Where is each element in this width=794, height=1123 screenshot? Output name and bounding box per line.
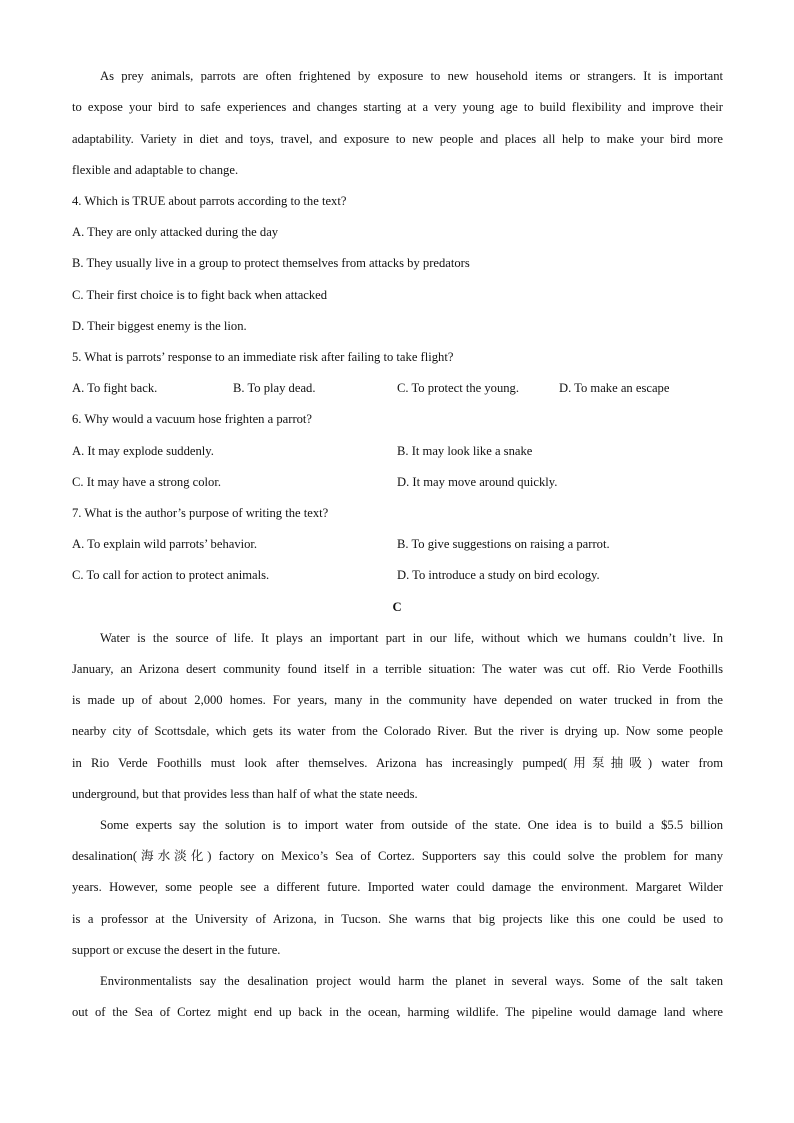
passage-b-line-2: to expose your bird to safe experiences and changes starting at a very young age to build flexibility and improve their: [72, 100, 723, 114]
question-5-option-b: B. To play dead.: [233, 381, 316, 395]
question-5-option-d: D. To make an escape: [559, 381, 670, 395]
question-4-option-a: A. They are only attacked during the day: [72, 225, 279, 239]
section-c-p2-line-1: Some experts say the solution is to import water from outside of the state. One idea is to build a $5.5 billion: [100, 818, 723, 832]
section-c-p2-line-5: support or excuse the desert in the future.: [72, 943, 281, 957]
question-4-option-c: C. Their first choice is to fight back when attacked: [72, 288, 328, 302]
question-6-stem: 6. Why would a vacuum hose frighten a parrot?: [72, 412, 313, 426]
section-c-p3-line-2: out of the Sea of Cortez might end up back in the ocean, harming wildlife. The pipeline would damage land where: [72, 1005, 723, 1019]
question-4-option-d: D. Their biggest enemy is the lion.: [72, 319, 247, 333]
question-7-option-a: A. To explain wild parrots’ behavior.: [72, 537, 258, 551]
question-7-option-d: D. To introduce a study on bird ecology.: [397, 568, 600, 582]
passage-b-line-4: flexible and adaptable to change.: [72, 163, 239, 177]
section-c-heading: C: [392, 600, 402, 614]
passage-b-line-1: As prey animals, parrots are often frightened by exposure to new household items or strangers. It is important: [100, 69, 723, 83]
section-c-p2-line-2: desalination(海水淡化) factory on Mexico’s Sea of Cortez. Supporters say this could solve the problem for many: [72, 849, 723, 863]
section-c-p1-line-1: Water is the source of life. It plays an important part in our life, without which we humans couldn’t live. In: [100, 631, 723, 645]
section-c-p1-line-3: is made up of about 2,000 homes. For years, many in the community have depended on water trucked in from the: [72, 693, 723, 707]
section-c-p1-line-5: in Rio Verde Foothills must look after themselves. Arizona has increasingly pumped(用泵抽吸) water from: [72, 756, 723, 770]
section-c-p2-line-4: is a professor at the University of Arizona, in Tucson. She warns that big projects like this one could be used to: [72, 912, 723, 926]
question-4-stem: 4. Which is TRUE about parrots according to the text?: [72, 194, 347, 208]
question-6-option-d: D. It may move around quickly.: [397, 475, 558, 489]
question-4-option-b: B. They usually live in a group to protect themselves from attacks by predators: [72, 256, 470, 270]
question-6-option-a: A. It may explode suddenly.: [72, 444, 214, 458]
question-5-option-c: C. To protect the young.: [397, 381, 520, 395]
question-7-stem: 7. What is the author’s purpose of writing the text?: [72, 506, 329, 520]
question-7-option-b: B. To give suggestions on raising a parrot.: [397, 537, 610, 551]
question-5-option-a: A. To fight back.: [72, 381, 158, 395]
question-7-option-c: C. To call for action to protect animals.: [72, 568, 270, 582]
question-6-option-c: C. It may have a strong color.: [72, 475, 221, 489]
section-c-p1-line-2: January, an Arizona desert community found itself in a terrible situation: The water was cut off. Rio Verde Foothills: [72, 662, 723, 676]
section-c-p1-line-4: nearby city of Scottsdale, which gets its water from the Colorado River. But the river is drying up. Now some people: [72, 724, 723, 738]
section-c-p3-line-1: Environmentalists say the desalination project would harm the planet in several ways. Some of the salt taken: [100, 974, 723, 988]
section-c-p1-line-6: underground, but that provides less than half of what the state needs.: [72, 787, 418, 801]
question-5-stem: 5. What is parrots’ response to an immediate risk after failing to take flight?: [72, 350, 454, 364]
passage-b-line-3: adaptability. Variety in diet and toys, travel, and exposure to new people and places all help to make your bird more: [72, 132, 723, 146]
question-6-option-b: B. It may look like a snake: [397, 444, 533, 458]
section-c-p2-line-3: years. However, some people see a different future. Imported water could damage the environment. Margaret Wilder: [72, 880, 723, 894]
